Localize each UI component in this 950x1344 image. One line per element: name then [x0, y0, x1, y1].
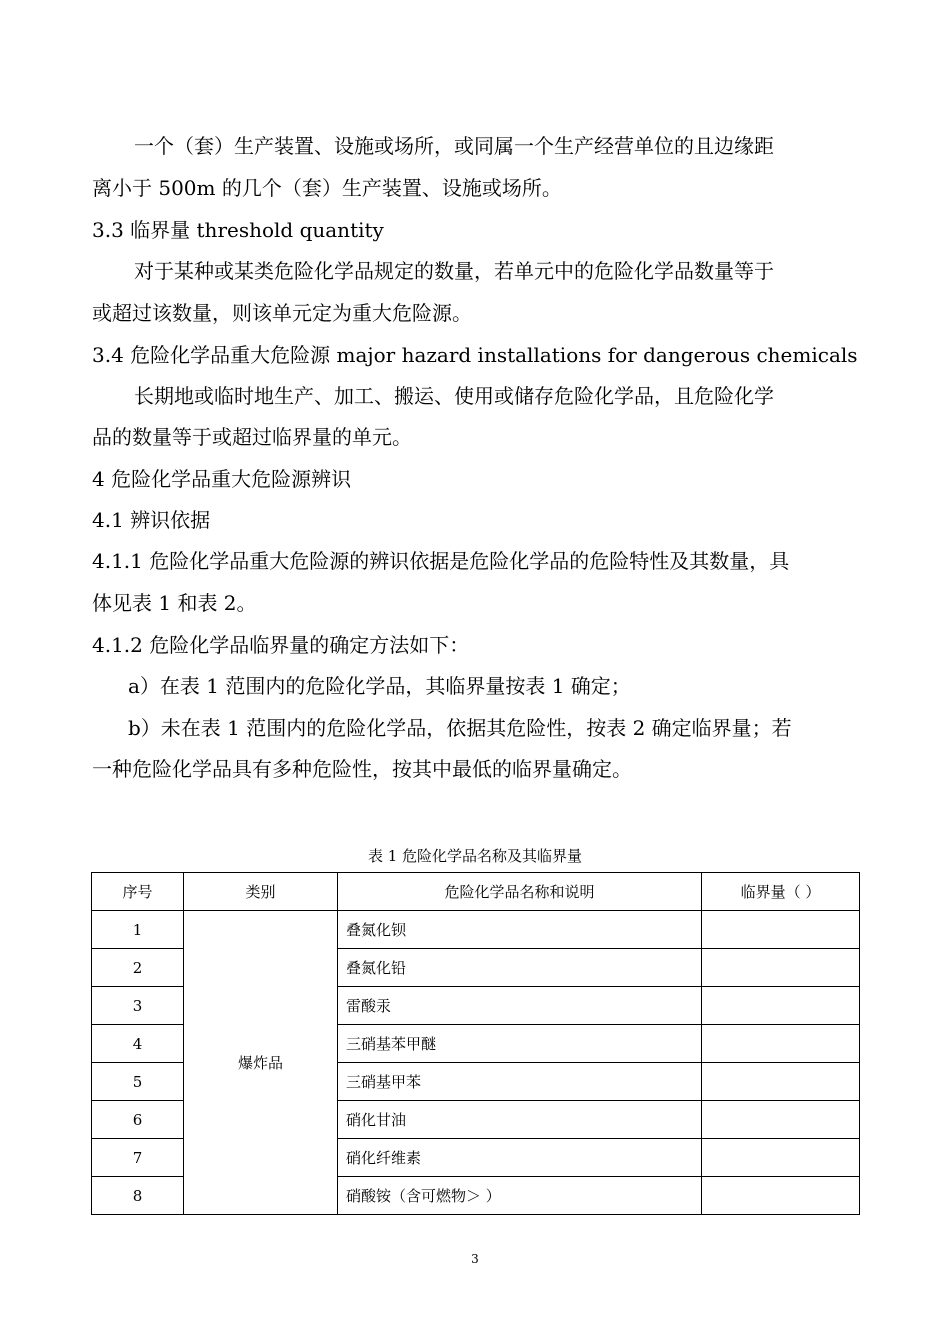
- cell-name: 叠氮化铅: [338, 949, 702, 987]
- cell-no: 6: [92, 1101, 184, 1139]
- cell-no: 3: [92, 987, 184, 1025]
- table-row: [92, 911, 860, 949]
- cell-name: 硝化甘油: [338, 1101, 702, 1139]
- header-quantity: 临界量（ ）: [702, 873, 860, 911]
- cell-no: 1: [92, 911, 184, 949]
- cell-no: 8: [92, 1177, 184, 1215]
- cell-quantity: [702, 987, 860, 1025]
- cell-name: 叠氮化钡: [338, 911, 702, 949]
- paragraph-line: 一种危险化学品具有多种危险性，按其中最低的临界量确定。: [92, 757, 632, 781]
- paragraph-line: 一个（套）生产装置、设施或场所，或同属一个生产经营单位的且边缘距: [134, 134, 774, 158]
- header-no: 序号: [92, 873, 184, 911]
- cell-name: 雷酸汞: [338, 987, 702, 1025]
- section-heading-4-1: 4.1 辨识依据: [92, 508, 211, 532]
- cell-no: 7: [92, 1139, 184, 1177]
- header-name: 危险化学品名称和说明: [338, 873, 702, 911]
- cell-name: 硝化纤维素: [338, 1139, 702, 1177]
- cell-quantity: [702, 1139, 860, 1177]
- cell-quantity: [702, 911, 860, 949]
- cell-quantity: [702, 1101, 860, 1139]
- section-heading-3-3: 3.3 临界量 threshold quantity: [92, 218, 384, 242]
- page-number: 3: [471, 1252, 479, 1266]
- cell-quantity: [702, 949, 860, 987]
- paragraph-line: 或超过该数量，则该单元定为重大危险源。: [92, 301, 472, 325]
- header-category: 类别: [184, 873, 338, 911]
- cell-no: 5: [92, 1063, 184, 1101]
- paragraph-line: 4.1.1 危险化学品重大危险源的辨识依据是危险化学品的危险特性及其数量，具: [92, 549, 790, 573]
- cell-quantity: [702, 1025, 860, 1063]
- paragraph-line: 对于某种或某类危险化学品规定的数量，若单元中的危险化学品数量等于: [134, 259, 774, 283]
- section-heading-4: 4 危险化学品重大危险源辨识: [92, 467, 352, 491]
- section-heading-3-4: 3.4 危险化学品重大危险源 major hazard installations for dangerous chemicals: [92, 343, 858, 367]
- cell-category: 爆炸品: [184, 911, 338, 1215]
- list-item-a: a）在表 1 范围内的危险化学品，其临界量按表 1 确定；: [128, 674, 631, 698]
- cell-quantity: [702, 1063, 860, 1101]
- table-header-row: [92, 873, 860, 911]
- paragraph-line: 离小于 500m 的几个（套）生产装置、设施或场所。: [92, 176, 562, 200]
- cell-name: 硝酸铵（含可燃物＞ ）: [338, 1177, 702, 1215]
- paragraph-line: 体见表 1 和表 2。: [92, 591, 257, 615]
- hazard-table: [91, 872, 860, 1215]
- table-caption: 表 1 危险化学品名称及其临界量: [367, 847, 583, 865]
- paragraph-line: 品的数量等于或超过临界量的单元。: [92, 425, 412, 449]
- cell-name: 三硝基苯甲醚: [338, 1025, 702, 1063]
- cell-no: 4: [92, 1025, 184, 1063]
- list-item-b: b）未在表 1 范围内的危险化学品，依据其危险性，按表 2 确定临界量；若: [128, 716, 792, 740]
- paragraph-line: 长期地或临时地生产、加工、搬运、使用或储存危险化学品，且危险化学: [134, 384, 774, 408]
- cell-name: 三硝基甲苯: [338, 1063, 702, 1101]
- cell-quantity: [702, 1177, 860, 1215]
- paragraph-line: 4.1.2 危险化学品临界量的确定方法如下：: [92, 633, 470, 657]
- cell-no: 2: [92, 949, 184, 987]
